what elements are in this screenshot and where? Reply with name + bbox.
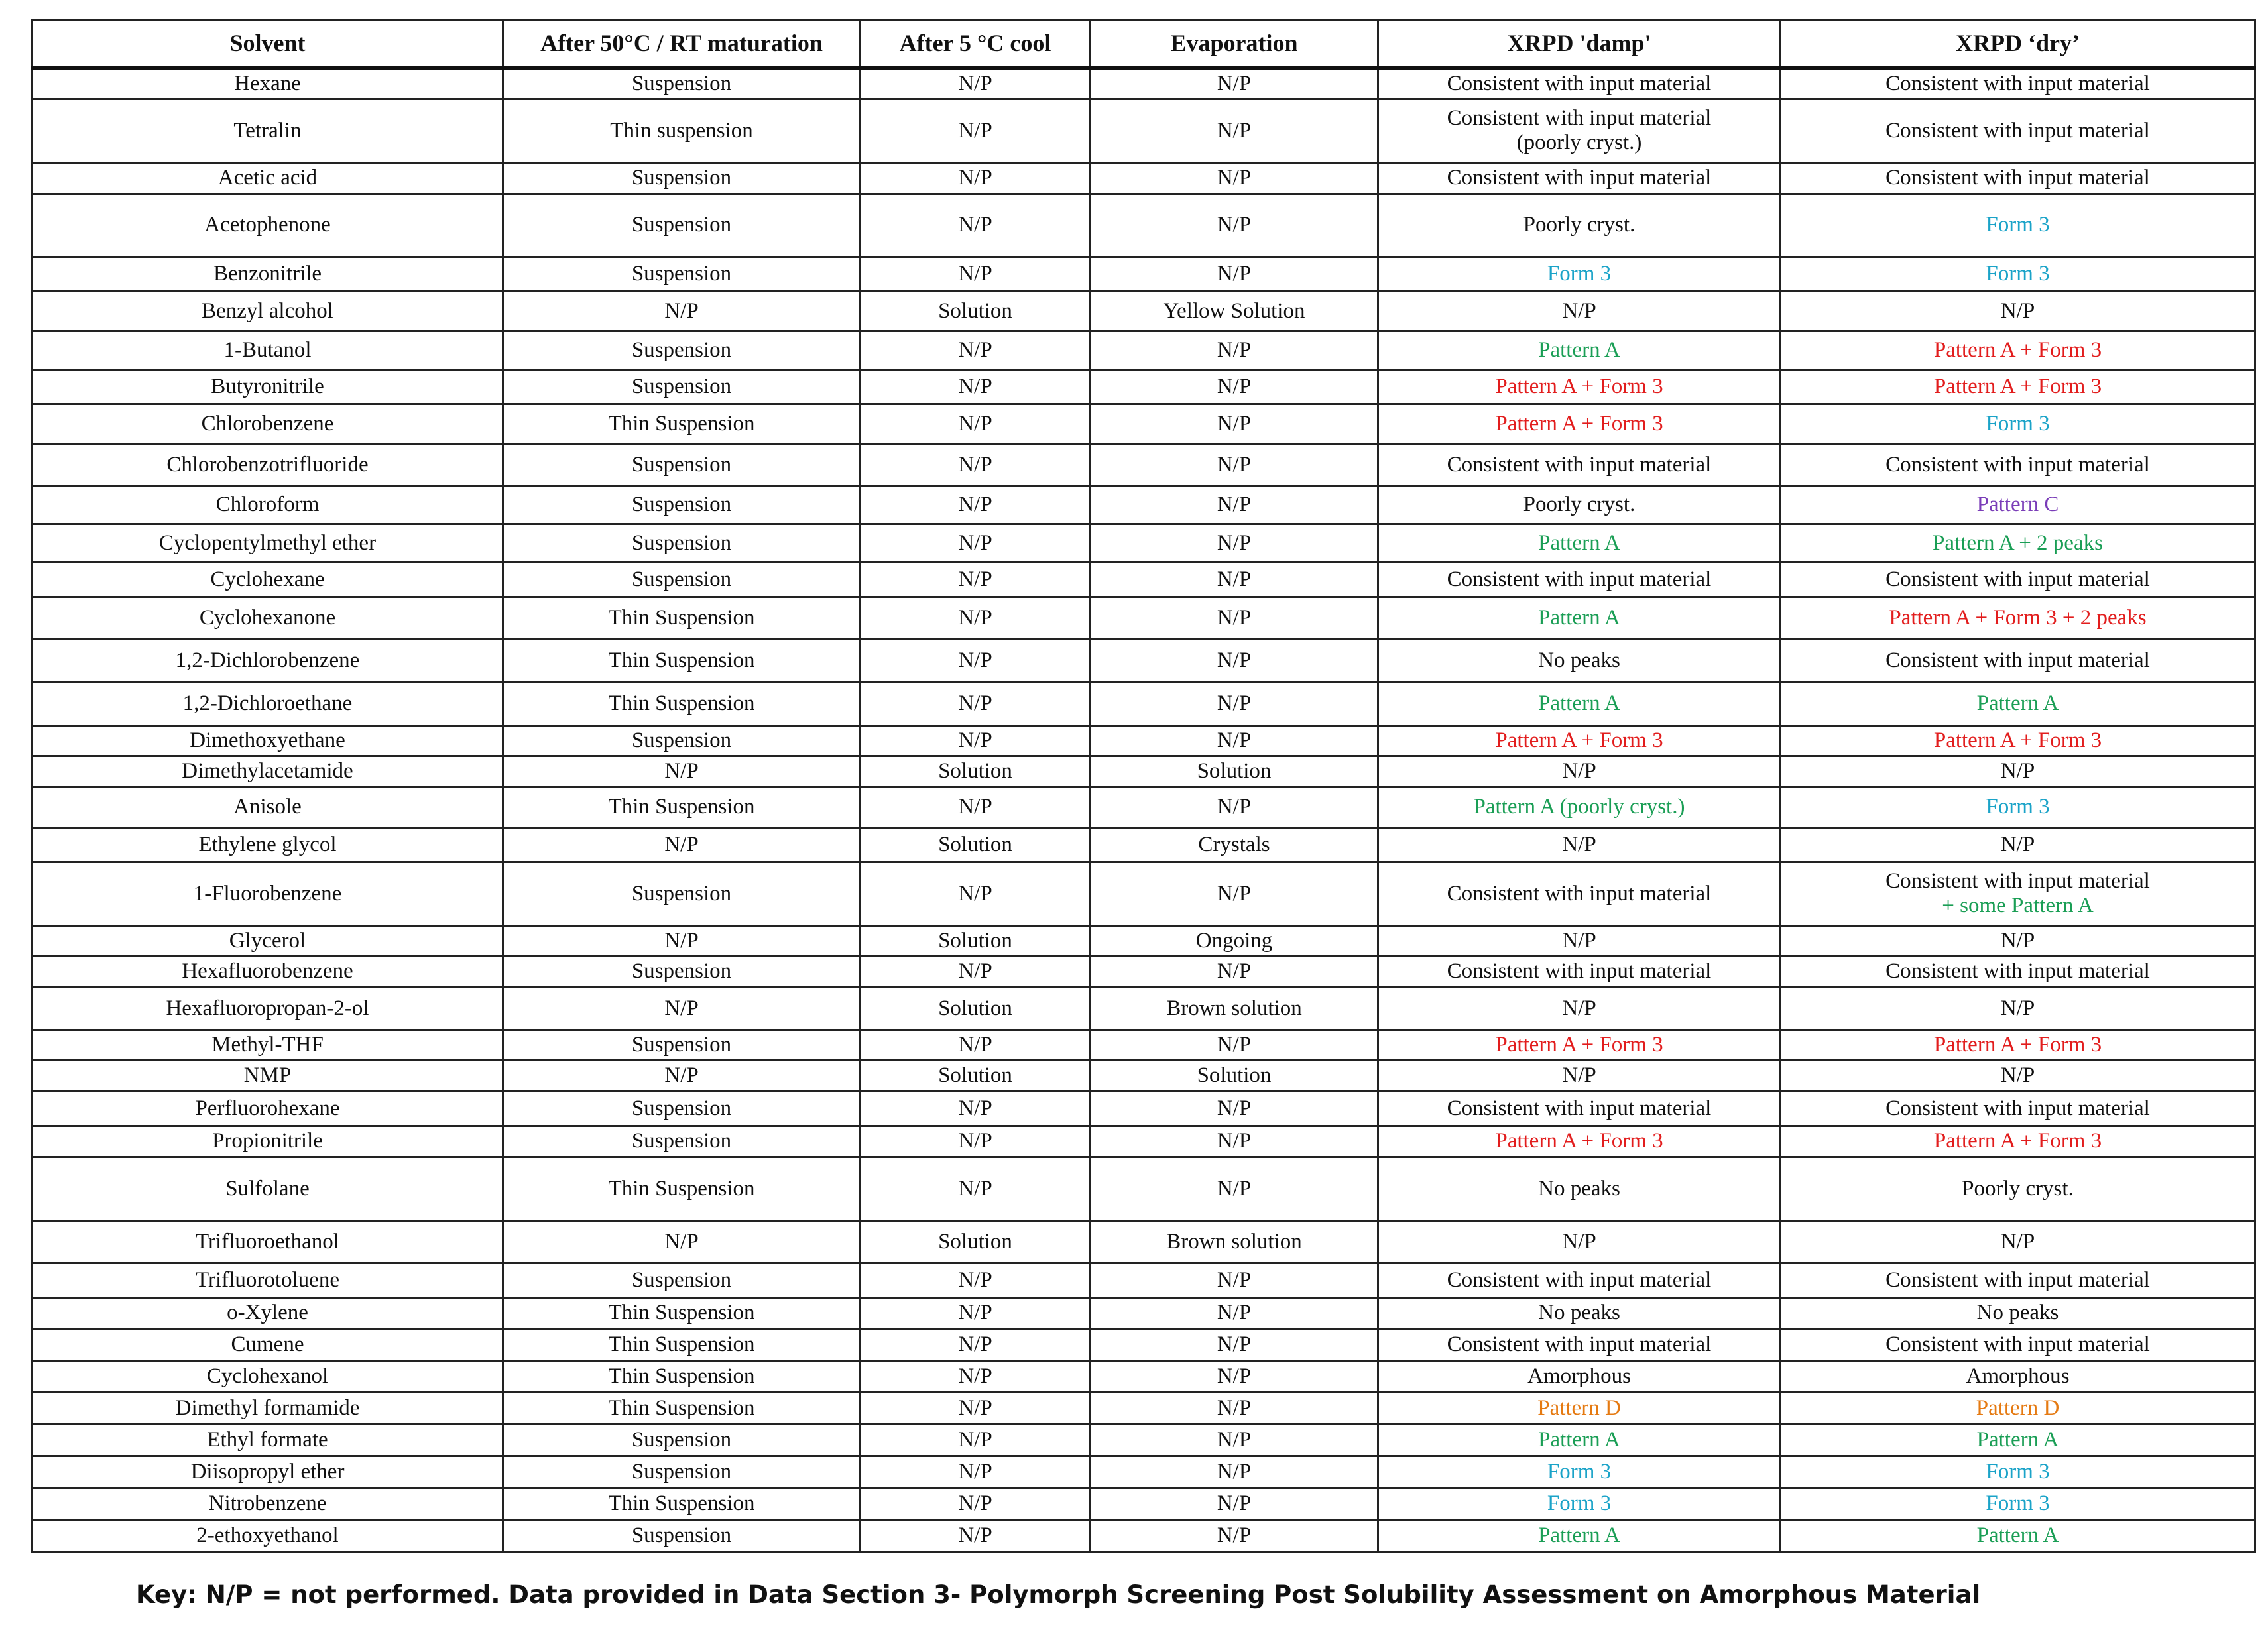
maturation-cell: Suspension bbox=[503, 443, 861, 486]
cool-cell: N/P bbox=[861, 1456, 1091, 1488]
xrpd-dry-cell: Pattern A + Form 3 + 2 peaks bbox=[1781, 597, 2255, 639]
table-row bbox=[32, 562, 2255, 597]
solvent-cell: Hexafluoropropan-2-ol bbox=[32, 987, 503, 1029]
xrpd-damp-cell: Consistent with input material bbox=[1378, 68, 1781, 99]
xrpd-dry-cell: Consistent with input material bbox=[1781, 1328, 2255, 1360]
cool-cell: N/P bbox=[861, 404, 1091, 443]
table-body bbox=[32, 68, 2255, 1552]
xrpd-damp-cell: Consistent with input material bbox=[1378, 1263, 1781, 1297]
xrpd-dry-cell: N/P bbox=[1781, 1220, 2255, 1263]
xrpd-dry-cell: Consistent with input material bbox=[1781, 956, 2255, 987]
maturation-cell: Thin Suspension bbox=[503, 404, 861, 443]
cool-cell: N/P bbox=[861, 194, 1091, 257]
solvent-cell: Cyclohexane bbox=[32, 562, 503, 597]
xrpd-damp-cell: No peaks bbox=[1378, 1297, 1781, 1328]
table-row bbox=[32, 1456, 2255, 1488]
evaporation-cell: N/P bbox=[1091, 486, 1378, 524]
xrpd-damp-cell: Pattern A bbox=[1378, 597, 1781, 639]
solvent-cell: Sulfolane bbox=[32, 1157, 503, 1220]
maturation-cell: Suspension bbox=[503, 162, 861, 194]
table-row bbox=[32, 1060, 2255, 1091]
maturation-cell: N/P bbox=[503, 827, 861, 862]
xrpd-damp-cell: Pattern A bbox=[1378, 1424, 1781, 1456]
xrpd-damp-cell: Consistent with input material bbox=[1378, 443, 1781, 486]
solvent-cell: Cumene bbox=[32, 1328, 503, 1360]
cool-cell: N/P bbox=[861, 486, 1091, 524]
maturation-cell: Suspension bbox=[503, 486, 861, 524]
table-row bbox=[32, 1029, 2255, 1060]
xrpd-dry-cell: N/P bbox=[1781, 756, 2255, 787]
cool-cell: N/P bbox=[861, 597, 1091, 639]
xrpd-dry-cell: Pattern A bbox=[1781, 1424, 2255, 1456]
solvent-cell: Ethyl formate bbox=[32, 1424, 503, 1456]
cool-cell: N/P bbox=[861, 443, 1091, 486]
xrpd-dry-cell: Form 3 bbox=[1781, 194, 2255, 257]
solvent-cell: Butyronitrile bbox=[32, 369, 503, 404]
table-row bbox=[32, 524, 2255, 562]
cool-cell: N/P bbox=[861, 331, 1091, 369]
table-row bbox=[32, 827, 2255, 862]
cool-cell: N/P bbox=[861, 682, 1091, 725]
table-row bbox=[32, 1263, 2255, 1297]
cool-cell: N/P bbox=[861, 524, 1091, 562]
cool-cell: N/P bbox=[861, 1488, 1091, 1519]
solvent-cell: 1,2-Dichloroethane bbox=[32, 682, 503, 725]
maturation-cell: Thin Suspension bbox=[503, 787, 861, 827]
evaporation-cell: N/P bbox=[1091, 404, 1378, 443]
cell-line: Consistent with input material bbox=[1885, 869, 2150, 894]
solvent-cell: Ethylene glycol bbox=[32, 827, 503, 862]
xrpd-dry-cell: Pattern A + Form 3 bbox=[1781, 1029, 2255, 1060]
solvent-cell: Dimethylacetamide bbox=[32, 756, 503, 787]
cell-line: (poorly cryst.) bbox=[1516, 131, 1642, 154]
evaporation-cell: N/P bbox=[1091, 1360, 1378, 1392]
xrpd-dry-cell: Consistent with input material bbox=[1781, 99, 2255, 162]
xrpd-damp-cell: Amorphous bbox=[1378, 1360, 1781, 1392]
solvent-cell: Cyclohexanone bbox=[32, 597, 503, 639]
evaporation-cell: N/P bbox=[1091, 162, 1378, 194]
maturation-cell: Suspension bbox=[503, 331, 861, 369]
xrpd-damp-cell: No peaks bbox=[1378, 639, 1781, 682]
table-row bbox=[32, 1424, 2255, 1456]
cool-cell: N/P bbox=[861, 787, 1091, 827]
xrpd-damp-cell: Pattern A bbox=[1378, 524, 1781, 562]
table-row bbox=[32, 925, 2255, 956]
cool-cell: N/P bbox=[861, 162, 1091, 194]
table-row bbox=[32, 1126, 2255, 1157]
header-cool: After 5 °C cool bbox=[861, 21, 1091, 68]
maturation-cell: Thin Suspension bbox=[503, 1360, 861, 1392]
table-row bbox=[32, 404, 2255, 443]
xrpd-damp-cell: Consistent with input material bbox=[1378, 1091, 1781, 1126]
xrpd-dry-cell: Consistent with input material bbox=[1781, 68, 2255, 99]
maturation-cell: Thin Suspension bbox=[503, 597, 861, 639]
maturation-cell: Suspension bbox=[503, 725, 861, 756]
xrpd-dry-cell bbox=[1781, 862, 2255, 925]
solvent-cell: Benzonitrile bbox=[32, 257, 503, 291]
evaporation-cell: Yellow Solution bbox=[1091, 291, 1378, 331]
evaporation-cell: Brown solution bbox=[1091, 987, 1378, 1029]
cool-cell: Solution bbox=[861, 987, 1091, 1029]
solvent-cell: Propionitrile bbox=[32, 1126, 503, 1157]
solvent-cell: 2-ethoxyethanol bbox=[32, 1519, 503, 1552]
maturation-cell: Suspension bbox=[503, 524, 861, 562]
table-row bbox=[32, 1328, 2255, 1360]
evaporation-cell: N/P bbox=[1091, 682, 1378, 725]
table-row bbox=[32, 194, 2255, 257]
xrpd-damp-cell: Pattern A bbox=[1378, 1519, 1781, 1552]
maturation-cell: Suspension bbox=[503, 562, 861, 597]
evaporation-cell: N/P bbox=[1091, 1488, 1378, 1519]
xrpd-dry-cell: Pattern A + Form 3 bbox=[1781, 369, 2255, 404]
cool-cell: Solution bbox=[861, 827, 1091, 862]
evaporation-cell: N/P bbox=[1091, 68, 1378, 99]
xrpd-dry-cell: N/P bbox=[1781, 291, 2255, 331]
xrpd-dry-cell: N/P bbox=[1781, 827, 2255, 862]
evaporation-cell: N/P bbox=[1091, 597, 1378, 639]
maturation-cell: Suspension bbox=[503, 68, 861, 99]
xrpd-dry-cell: Pattern A + Form 3 bbox=[1781, 725, 2255, 756]
xrpd-damp-cell: N/P bbox=[1378, 1220, 1781, 1263]
maturation-cell: Suspension bbox=[503, 1029, 861, 1060]
header-solvent: Solvent bbox=[32, 21, 503, 68]
evaporation-cell: Crystals bbox=[1091, 827, 1378, 862]
xrpd-damp-cell: Poorly cryst. bbox=[1378, 486, 1781, 524]
evaporation-cell: N/P bbox=[1091, 1297, 1378, 1328]
solvent-cell: Benzyl alcohol bbox=[32, 291, 503, 331]
solvent-cell: Acetic acid bbox=[32, 162, 503, 194]
table-row bbox=[32, 331, 2255, 369]
evaporation-cell: N/P bbox=[1091, 369, 1378, 404]
xrpd-damp-cell: Pattern A + Form 3 bbox=[1378, 369, 1781, 404]
maturation-cell: Suspension bbox=[503, 257, 861, 291]
cool-cell: N/P bbox=[861, 1263, 1091, 1297]
cell-line: + some Pattern A bbox=[1942, 894, 2094, 917]
table-row bbox=[32, 1392, 2255, 1424]
cool-cell: Solution bbox=[861, 925, 1091, 956]
solvent-cell: Chlorobenzotrifluoride bbox=[32, 443, 503, 486]
table-row bbox=[32, 1360, 2255, 1392]
xrpd-dry-cell: Poorly cryst. bbox=[1781, 1157, 2255, 1220]
evaporation-cell: N/P bbox=[1091, 1328, 1378, 1360]
maturation-cell: Suspension bbox=[503, 1456, 861, 1488]
xrpd-damp-cell: Pattern D bbox=[1378, 1392, 1781, 1424]
cool-cell: N/P bbox=[861, 1029, 1091, 1060]
cool-cell: N/P bbox=[861, 369, 1091, 404]
table-row bbox=[32, 956, 2255, 987]
table-row bbox=[32, 68, 2255, 99]
solvent-cell: Dimethyl formamide bbox=[32, 1392, 503, 1424]
xrpd-damp-cell: Form 3 bbox=[1378, 1456, 1781, 1488]
evaporation-cell: N/P bbox=[1091, 1126, 1378, 1157]
cool-cell: Solution bbox=[861, 1220, 1091, 1263]
cool-cell: N/P bbox=[861, 1157, 1091, 1220]
table-row bbox=[32, 862, 2255, 925]
evaporation-cell: N/P bbox=[1091, 562, 1378, 597]
maturation-cell: Suspension bbox=[503, 1091, 861, 1126]
evaporation-cell: N/P bbox=[1091, 639, 1378, 682]
solvent-cell: Acetophenone bbox=[32, 194, 503, 257]
table-row bbox=[32, 443, 2255, 486]
cool-cell: N/P bbox=[861, 956, 1091, 987]
xrpd-dry-cell: N/P bbox=[1781, 1060, 2255, 1091]
xrpd-dry-cell: Pattern D bbox=[1781, 1392, 2255, 1424]
cool-cell: N/P bbox=[861, 99, 1091, 162]
cool-cell: N/P bbox=[861, 639, 1091, 682]
solvent-screening-table bbox=[31, 19, 2256, 1553]
evaporation-cell: N/P bbox=[1091, 194, 1378, 257]
table-row bbox=[32, 1519, 2255, 1552]
evaporation-cell: N/P bbox=[1091, 1424, 1378, 1456]
cool-cell: N/P bbox=[861, 1297, 1091, 1328]
maturation-cell: Suspension bbox=[503, 862, 861, 925]
xrpd-damp-cell: Consistent with input material bbox=[1378, 562, 1781, 597]
evaporation-cell: N/P bbox=[1091, 1263, 1378, 1297]
table-row bbox=[32, 257, 2255, 291]
maturation-cell: Thin Suspension bbox=[503, 1297, 861, 1328]
maturation-cell: N/P bbox=[503, 291, 861, 331]
table-row bbox=[32, 1157, 2255, 1220]
cool-cell: N/P bbox=[861, 1328, 1091, 1360]
table-row bbox=[32, 725, 2255, 756]
xrpd-dry-cell: Form 3 bbox=[1781, 1456, 2255, 1488]
solvent-cell: Chloroform bbox=[32, 486, 503, 524]
maturation-cell: N/P bbox=[503, 987, 861, 1029]
solvent-cell: Cyclohexanol bbox=[32, 1360, 503, 1392]
table-row bbox=[32, 369, 2255, 404]
evaporation-cell: N/P bbox=[1091, 1392, 1378, 1424]
xrpd-damp-cell: Consistent with input material bbox=[1378, 862, 1781, 925]
solvent-cell: 1-Butanol bbox=[32, 331, 503, 369]
xrpd-damp-cell: N/P bbox=[1378, 925, 1781, 956]
xrpd-damp-cell: N/P bbox=[1378, 291, 1781, 331]
header-evaporation: Evaporation bbox=[1091, 21, 1378, 68]
xrpd-damp-cell: Form 3 bbox=[1378, 1488, 1781, 1519]
evaporation-cell: N/P bbox=[1091, 956, 1378, 987]
cool-cell: N/P bbox=[861, 1519, 1091, 1552]
table-row bbox=[32, 597, 2255, 639]
evaporation-cell: N/P bbox=[1091, 443, 1378, 486]
xrpd-damp-cell: N/P bbox=[1378, 827, 1781, 862]
xrpd-dry-cell: Form 3 bbox=[1781, 1488, 2255, 1519]
maturation-cell: Suspension bbox=[503, 1519, 861, 1552]
key-footnote: Key: N/P = not performed. Data provided in Data Section 3- Polymorph Screening Post Solubility Assessment on Amorphous Material bbox=[136, 1580, 1981, 1609]
xrpd-damp-cell: Pattern A + Form 3 bbox=[1378, 404, 1781, 443]
xrpd-damp-cell: Pattern A bbox=[1378, 331, 1781, 369]
header-xrpd-dry: XRPD ‘dry’ bbox=[1781, 21, 2255, 68]
xrpd-dry-cell: Pattern A + Form 3 bbox=[1781, 331, 2255, 369]
xrpd-dry-cell: Consistent with input material bbox=[1781, 639, 2255, 682]
maturation-cell: Thin Suspension bbox=[503, 1328, 861, 1360]
table-row bbox=[32, 486, 2255, 524]
table-row bbox=[32, 756, 2255, 787]
maturation-cell: Suspension bbox=[503, 369, 861, 404]
maturation-cell: N/P bbox=[503, 1060, 861, 1091]
maturation-cell: Thin Suspension bbox=[503, 1157, 861, 1220]
cool-cell: N/P bbox=[861, 725, 1091, 756]
evaporation-cell: N/P bbox=[1091, 787, 1378, 827]
cool-cell: N/P bbox=[861, 562, 1091, 597]
evaporation-cell: N/P bbox=[1091, 257, 1378, 291]
maturation-cell: Suspension bbox=[503, 1126, 861, 1157]
xrpd-damp-cell: Pattern A + Form 3 bbox=[1378, 725, 1781, 756]
evaporation-cell: Solution bbox=[1091, 756, 1378, 787]
cool-cell: N/P bbox=[861, 257, 1091, 291]
solvent-cell: Cyclopentylmethyl ether bbox=[32, 524, 503, 562]
xrpd-damp-cell: Consistent with input material bbox=[1378, 956, 1781, 987]
cool-cell: Solution bbox=[861, 1060, 1091, 1091]
maturation-cell: N/P bbox=[503, 1220, 861, 1263]
cool-cell: N/P bbox=[861, 862, 1091, 925]
header-row bbox=[32, 21, 2255, 68]
cell-line: Consistent with input material bbox=[1447, 106, 1712, 131]
xrpd-damp-cell bbox=[1378, 99, 1781, 162]
xrpd-dry-cell: Consistent with input material bbox=[1781, 443, 2255, 486]
xrpd-damp-cell: Pattern A + Form 3 bbox=[1378, 1126, 1781, 1157]
evaporation-cell: N/P bbox=[1091, 725, 1378, 756]
evaporation-cell: Brown solution bbox=[1091, 1220, 1378, 1263]
header-maturation: After 50°C / RT maturation bbox=[503, 21, 861, 68]
solvent-cell: Diisopropyl ether bbox=[32, 1456, 503, 1488]
cool-cell: N/P bbox=[861, 1424, 1091, 1456]
evaporation-cell: N/P bbox=[1091, 99, 1378, 162]
xrpd-dry-cell: Consistent with input material bbox=[1781, 162, 2255, 194]
solvent-cell: Chlorobenzene bbox=[32, 404, 503, 443]
xrpd-dry-cell: No peaks bbox=[1781, 1297, 2255, 1328]
evaporation-cell: N/P bbox=[1091, 862, 1378, 925]
solvent-cell: Dimethoxyethane bbox=[32, 725, 503, 756]
solvent-cell: Glycerol bbox=[32, 925, 503, 956]
solvent-cell: NMP bbox=[32, 1060, 503, 1091]
solvent-cell: Methyl-THF bbox=[32, 1029, 503, 1060]
xrpd-damp-cell: Form 3 bbox=[1378, 257, 1781, 291]
solvent-cell: Perfluorohexane bbox=[32, 1091, 503, 1126]
xrpd-dry-cell: Pattern A + Form 3 bbox=[1781, 1126, 2255, 1157]
xrpd-dry-cell: Pattern A bbox=[1781, 682, 2255, 725]
solvent-cell: Anisole bbox=[32, 787, 503, 827]
xrpd-damp-cell: Pattern A (poorly cryst.) bbox=[1378, 787, 1781, 827]
xrpd-damp-cell: Poorly cryst. bbox=[1378, 194, 1781, 257]
evaporation-cell: N/P bbox=[1091, 1519, 1378, 1552]
xrpd-damp-cell: Pattern A + Form 3 bbox=[1378, 1029, 1781, 1060]
table-row bbox=[32, 1091, 2255, 1126]
xrpd-damp-cell: Consistent with input material bbox=[1378, 162, 1781, 194]
xrpd-damp-cell: N/P bbox=[1378, 756, 1781, 787]
cool-cell: N/P bbox=[861, 1091, 1091, 1126]
xrpd-damp-cell: Consistent with input material bbox=[1378, 1328, 1781, 1360]
evaporation-cell: N/P bbox=[1091, 1157, 1378, 1220]
table-row bbox=[32, 682, 2255, 725]
evaporation-cell: N/P bbox=[1091, 1029, 1378, 1060]
maturation-cell: Thin Suspension bbox=[503, 639, 861, 682]
maturation-cell: Thin suspension bbox=[503, 99, 861, 162]
maturation-cell: N/P bbox=[503, 925, 861, 956]
xrpd-dry-cell: N/P bbox=[1781, 987, 2255, 1029]
xrpd-dry-cell: Pattern A bbox=[1781, 1519, 2255, 1552]
evaporation-cell: N/P bbox=[1091, 1456, 1378, 1488]
table-row bbox=[32, 639, 2255, 682]
cool-cell: N/P bbox=[861, 1360, 1091, 1392]
evaporation-cell: N/P bbox=[1091, 1091, 1378, 1126]
xrpd-dry-cell: Consistent with input material bbox=[1781, 562, 2255, 597]
xrpd-damp-cell: N/P bbox=[1378, 1060, 1781, 1091]
evaporation-cell: N/P bbox=[1091, 524, 1378, 562]
maturation-cell: Suspension bbox=[503, 1263, 861, 1297]
table-row bbox=[32, 1220, 2255, 1263]
cool-cell: N/P bbox=[861, 68, 1091, 99]
cool-cell: N/P bbox=[861, 1392, 1091, 1424]
maturation-cell: Thin Suspension bbox=[503, 1392, 861, 1424]
solvent-cell: Tetralin bbox=[32, 99, 503, 162]
xrpd-dry-cell: Pattern A + 2 peaks bbox=[1781, 524, 2255, 562]
xrpd-dry-cell: N/P bbox=[1781, 925, 2255, 956]
table-row bbox=[32, 1297, 2255, 1328]
xrpd-dry-cell: Form 3 bbox=[1781, 787, 2255, 827]
xrpd-dry-cell: Amorphous bbox=[1781, 1360, 2255, 1392]
maturation-cell: Thin Suspension bbox=[503, 682, 861, 725]
xrpd-dry-cell: Consistent with input material bbox=[1781, 1091, 2255, 1126]
solvent-cell: 1,2-Dichlorobenzene bbox=[32, 639, 503, 682]
solvent-cell: Hexafluorobenzene bbox=[32, 956, 503, 987]
evaporation-cell: Solution bbox=[1091, 1060, 1378, 1091]
solvent-cell: Hexane bbox=[32, 68, 503, 99]
header-xrpd-damp: XRPD 'damp' bbox=[1378, 21, 1781, 68]
cool-cell: Solution bbox=[861, 756, 1091, 787]
xrpd-dry-cell: Form 3 bbox=[1781, 404, 2255, 443]
table-row bbox=[32, 987, 2255, 1029]
solvent-cell: Trifluorotoluene bbox=[32, 1263, 503, 1297]
maturation-cell: N/P bbox=[503, 756, 861, 787]
maturation-cell: Suspension bbox=[503, 956, 861, 987]
xrpd-damp-cell: No peaks bbox=[1378, 1157, 1781, 1220]
maturation-cell: Suspension bbox=[503, 194, 861, 257]
evaporation-cell: N/P bbox=[1091, 331, 1378, 369]
maturation-cell: Thin Suspension bbox=[503, 1488, 861, 1519]
table-row bbox=[32, 1488, 2255, 1519]
xrpd-dry-cell: Consistent with input material bbox=[1781, 1263, 2255, 1297]
table-row bbox=[32, 291, 2255, 331]
table-row bbox=[32, 787, 2255, 827]
xrpd-damp-cell: N/P bbox=[1378, 987, 1781, 1029]
solvent-cell: Trifluoroethanol bbox=[32, 1220, 503, 1263]
table-row bbox=[32, 162, 2255, 194]
cool-cell: N/P bbox=[861, 1126, 1091, 1157]
xrpd-damp-cell: Pattern A bbox=[1378, 682, 1781, 725]
maturation-cell: Suspension bbox=[503, 1424, 861, 1456]
xrpd-dry-cell: Form 3 bbox=[1781, 257, 2255, 291]
evaporation-cell: Ongoing bbox=[1091, 925, 1378, 956]
table-header bbox=[32, 21, 2255, 68]
solvent-cell: o-Xylene bbox=[32, 1297, 503, 1328]
cool-cell: Solution bbox=[861, 291, 1091, 331]
solvent-cell: 1-Fluorobenzene bbox=[32, 862, 503, 925]
table-row bbox=[32, 99, 2255, 162]
solvent-cell: Nitrobenzene bbox=[32, 1488, 503, 1519]
xrpd-dry-cell: Pattern C bbox=[1781, 486, 2255, 524]
